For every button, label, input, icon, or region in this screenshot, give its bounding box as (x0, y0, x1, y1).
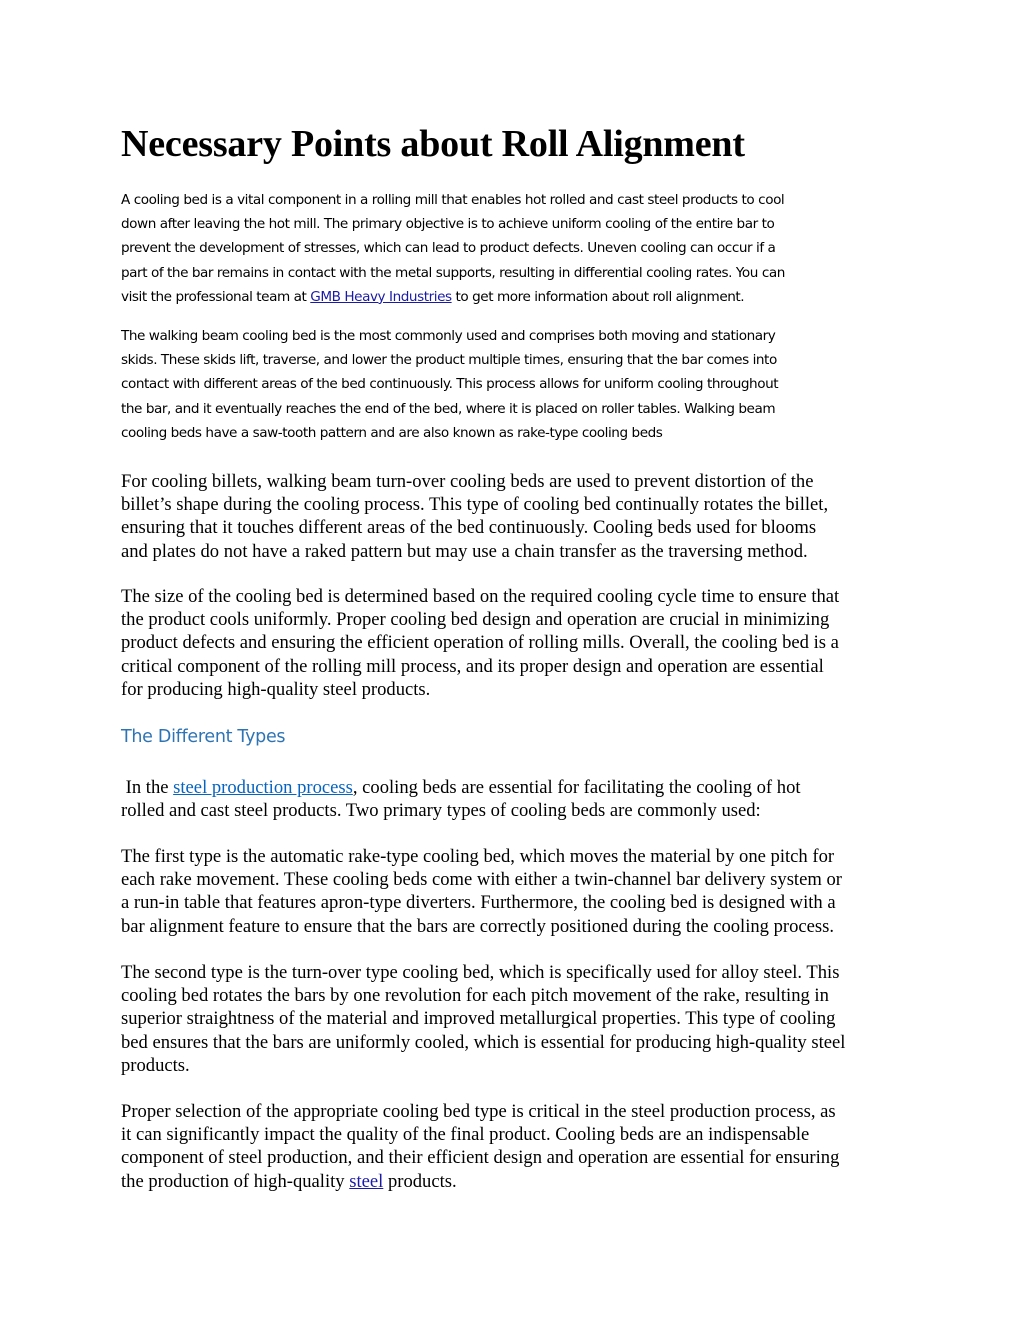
text-line: Proper selection of the appropriate cooling bed type is critical in the steel production process, as (121, 1101, 836, 1122)
text-fragment: to get more information about roll alignment. (451, 288, 745, 305)
text-line: prevent the development of stresses, which can lead to product defects. Uneven cooling can occur if a (121, 240, 776, 257)
text-line: down after leaving the hot mill. The primary objective is to achieve uniform cooling of the entire bar to (121, 216, 775, 233)
text-line: For cooling billets, walking beam turn-over cooling beds are used to prevent distortion of the (121, 471, 814, 492)
paragraph-walking-beam (121, 324, 906, 445)
text-line (121, 285, 906, 309)
text-line: billet’s shape during the cooling process. This type of cooling bed continually rotates the billet, (121, 494, 829, 516)
paragraph-intro (121, 188, 906, 309)
page-title: Necessary Points about Roll Alignment (121, 123, 745, 165)
text-line: The first type is the automatic rake-type cooling bed, which moves the material by one pitch for (121, 846, 835, 867)
text-line (121, 776, 906, 799)
text-line: component of steel production, and their efficient design and operation are essential for ensuring (121, 1147, 840, 1169)
text-line: contact with different areas of the bed continuously. This process allows for uniform cooling throughout (121, 376, 779, 393)
text-line: for producing high-quality steel products. (121, 678, 431, 700)
paragraph-selection (121, 1100, 906, 1193)
text-line: the bar, and it eventually reaches the end of the bed, where it is placed on roller tables. Walking beam (121, 400, 776, 417)
paragraph-size (121, 585, 906, 701)
text-line: cooling bed rotates the bars by one revolution for each pitch movement of the rake, resulting in (121, 985, 829, 1007)
section-heading: The Different Types (121, 727, 286, 747)
gmb-heavy-industries-link[interactable]: GMB Heavy Industries (310, 288, 452, 305)
text-line: product defects and ensuring the efficient operation of rolling mills. Overall, the cooling bed is a (121, 632, 839, 654)
text-line: each rake movement. These cooling beds come with either a twin-channel bar delivery system or (121, 869, 842, 891)
text-line: ensuring that it touches different areas of the bed continuously. Cooling beds used for blooms (121, 517, 817, 539)
text-fragment: , cooling beds are essential for facilitating the cooling of hot (352, 777, 801, 798)
paragraph-types-intro (121, 776, 906, 822)
text-line: A cooling bed is a vital component in a rolling mill that enables hot rolled and cast steel products to cool (121, 192, 785, 208)
paragraph-first-type (121, 845, 906, 938)
text-fragment: the production of high-quality (121, 1170, 350, 1192)
text-line: the product cools uniformly. Proper cooling bed design and operation are crucial in minimizing (121, 609, 830, 631)
text-line: The walking beam cooling bed is the most commonly used and comprises both moving and stationary (121, 328, 776, 344)
text-line: The size of the cooling bed is determined based on the required cooling cycle time to ensure that (121, 586, 840, 607)
paragraph-second-type (121, 961, 906, 1077)
steel-link[interactable]: steel (349, 1170, 384, 1192)
text-line: critical component of the rolling mill process, and its proper design and operation are essential (121, 655, 824, 677)
text-line: part of the bar remains in contact with the metal supports, resulting in differential cooling rates. You can (121, 264, 785, 281)
text-fragment: visit the professional team at (121, 288, 311, 305)
text-line: skids. These skids lift, traverse, and lower the product multiple times, ensuring that the bar comes into (121, 352, 777, 369)
text-line: rolled and cast steel products. Two primary types of cooling beds are commonly used: (121, 800, 761, 822)
text-line: bar alignment feature to ensure that the bars are correctly positioned during the cooling process. (121, 915, 835, 937)
text-fragment: products. (383, 1170, 457, 1192)
text-line: bed ensures that the bars are uniformly cooled, which is essential for producing high-quality steel (121, 1031, 846, 1053)
text-line: The second type is the turn-over type cooling bed, which is specifically used for alloy steel. This (121, 962, 840, 983)
text-line: a run-in table that features apron-type diverters. Furthermore, the cooling bed is designed with a (121, 892, 836, 914)
text-line: cooling beds have a saw-tooth pattern and are also known as rake-type cooling beds (121, 424, 663, 441)
text-fragment: In the (121, 777, 174, 798)
text-line: and plates do not have a raked pattern but may use a chain transfer as the traversing method. (121, 540, 808, 562)
text-line: superior straightness of the material and improved metallurgical properties. This type of cooling (121, 1008, 836, 1030)
text-line (121, 1170, 906, 1193)
text-line: products. (121, 1054, 190, 1076)
steel-production-process-link[interactable]: steel production process (173, 777, 353, 798)
text-line: it can significantly impact the quality of the final product. Cooling beds are an indispensable (121, 1124, 810, 1146)
paragraph-billets (121, 470, 906, 563)
